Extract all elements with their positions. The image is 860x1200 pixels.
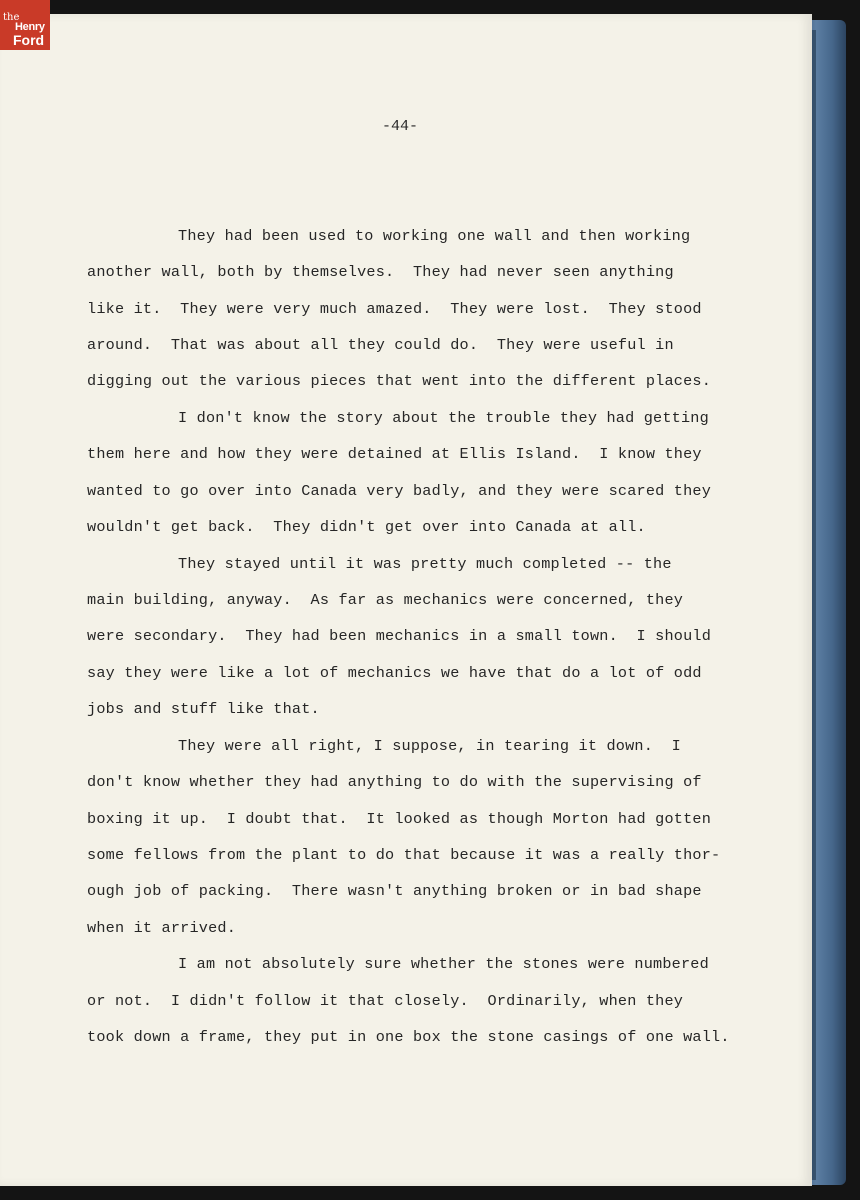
text-line: wanted to go over into Canada very badly, and they were scared they [87,482,712,500]
text-line: around. That was about all they could do. They were useful in [87,336,674,354]
text-line: were secondary. They had been mechanics in a small town. I should [87,627,712,645]
text-line: main building, anyway. As far as mechanics were concerned, they [87,591,684,609]
text-line: They had been used to working one wall and then working [178,227,691,245]
logo-ford-text: Ford [13,32,45,48]
page-number: -44- [381,118,418,135]
text-line: boxing it up. I doubt that. It looked as though Morton had gotten [87,810,712,828]
text-line: They stayed until it was pretty much completed -- the [178,555,672,573]
logo-henry-text: Henry [15,21,45,33]
logo-the-text: the [3,12,20,23]
text-line: took down a frame, they put in one box the stone casings of one wall. [87,1028,730,1046]
text-line: or not. I didn't follow it that closely. Ordinarily, when they [87,992,684,1010]
text-line: wouldn't get back. They didn't get over into Canada at all. [87,518,646,536]
text-line: when it arrived. [87,919,237,937]
text-line: some fellows from the plant to do that because it was a really thor- [87,846,721,864]
text-line: I don't know the story about the trouble they had getting [178,409,709,427]
text-line: They were all right, I suppose, in tearing it down. I [178,737,681,755]
text-line: say they were like a lot of mechanics we have that do a lot of odd [87,664,702,682]
text-line: them here and how they were detained at Ellis Island. I know they [87,445,702,463]
text-line: don't know whether they had anything to do with the supervising of [87,773,702,791]
text-line: like it. They were very much amazed. They were lost. They stood [87,300,702,318]
text-line: jobs and stuff like that. [87,700,320,718]
text-line: ough job of packing. There wasn't anything broken or in bad shape [87,882,702,900]
text-line: digging out the various pieces that went into the different places. [87,372,712,390]
text-line: another wall, both by themselves. They had never seen anything [87,263,674,281]
text-line: I am not absolutely sure whether the stones were numbered [178,955,709,973]
henry-ford-logo [0,0,50,50]
document-page [0,14,812,1186]
